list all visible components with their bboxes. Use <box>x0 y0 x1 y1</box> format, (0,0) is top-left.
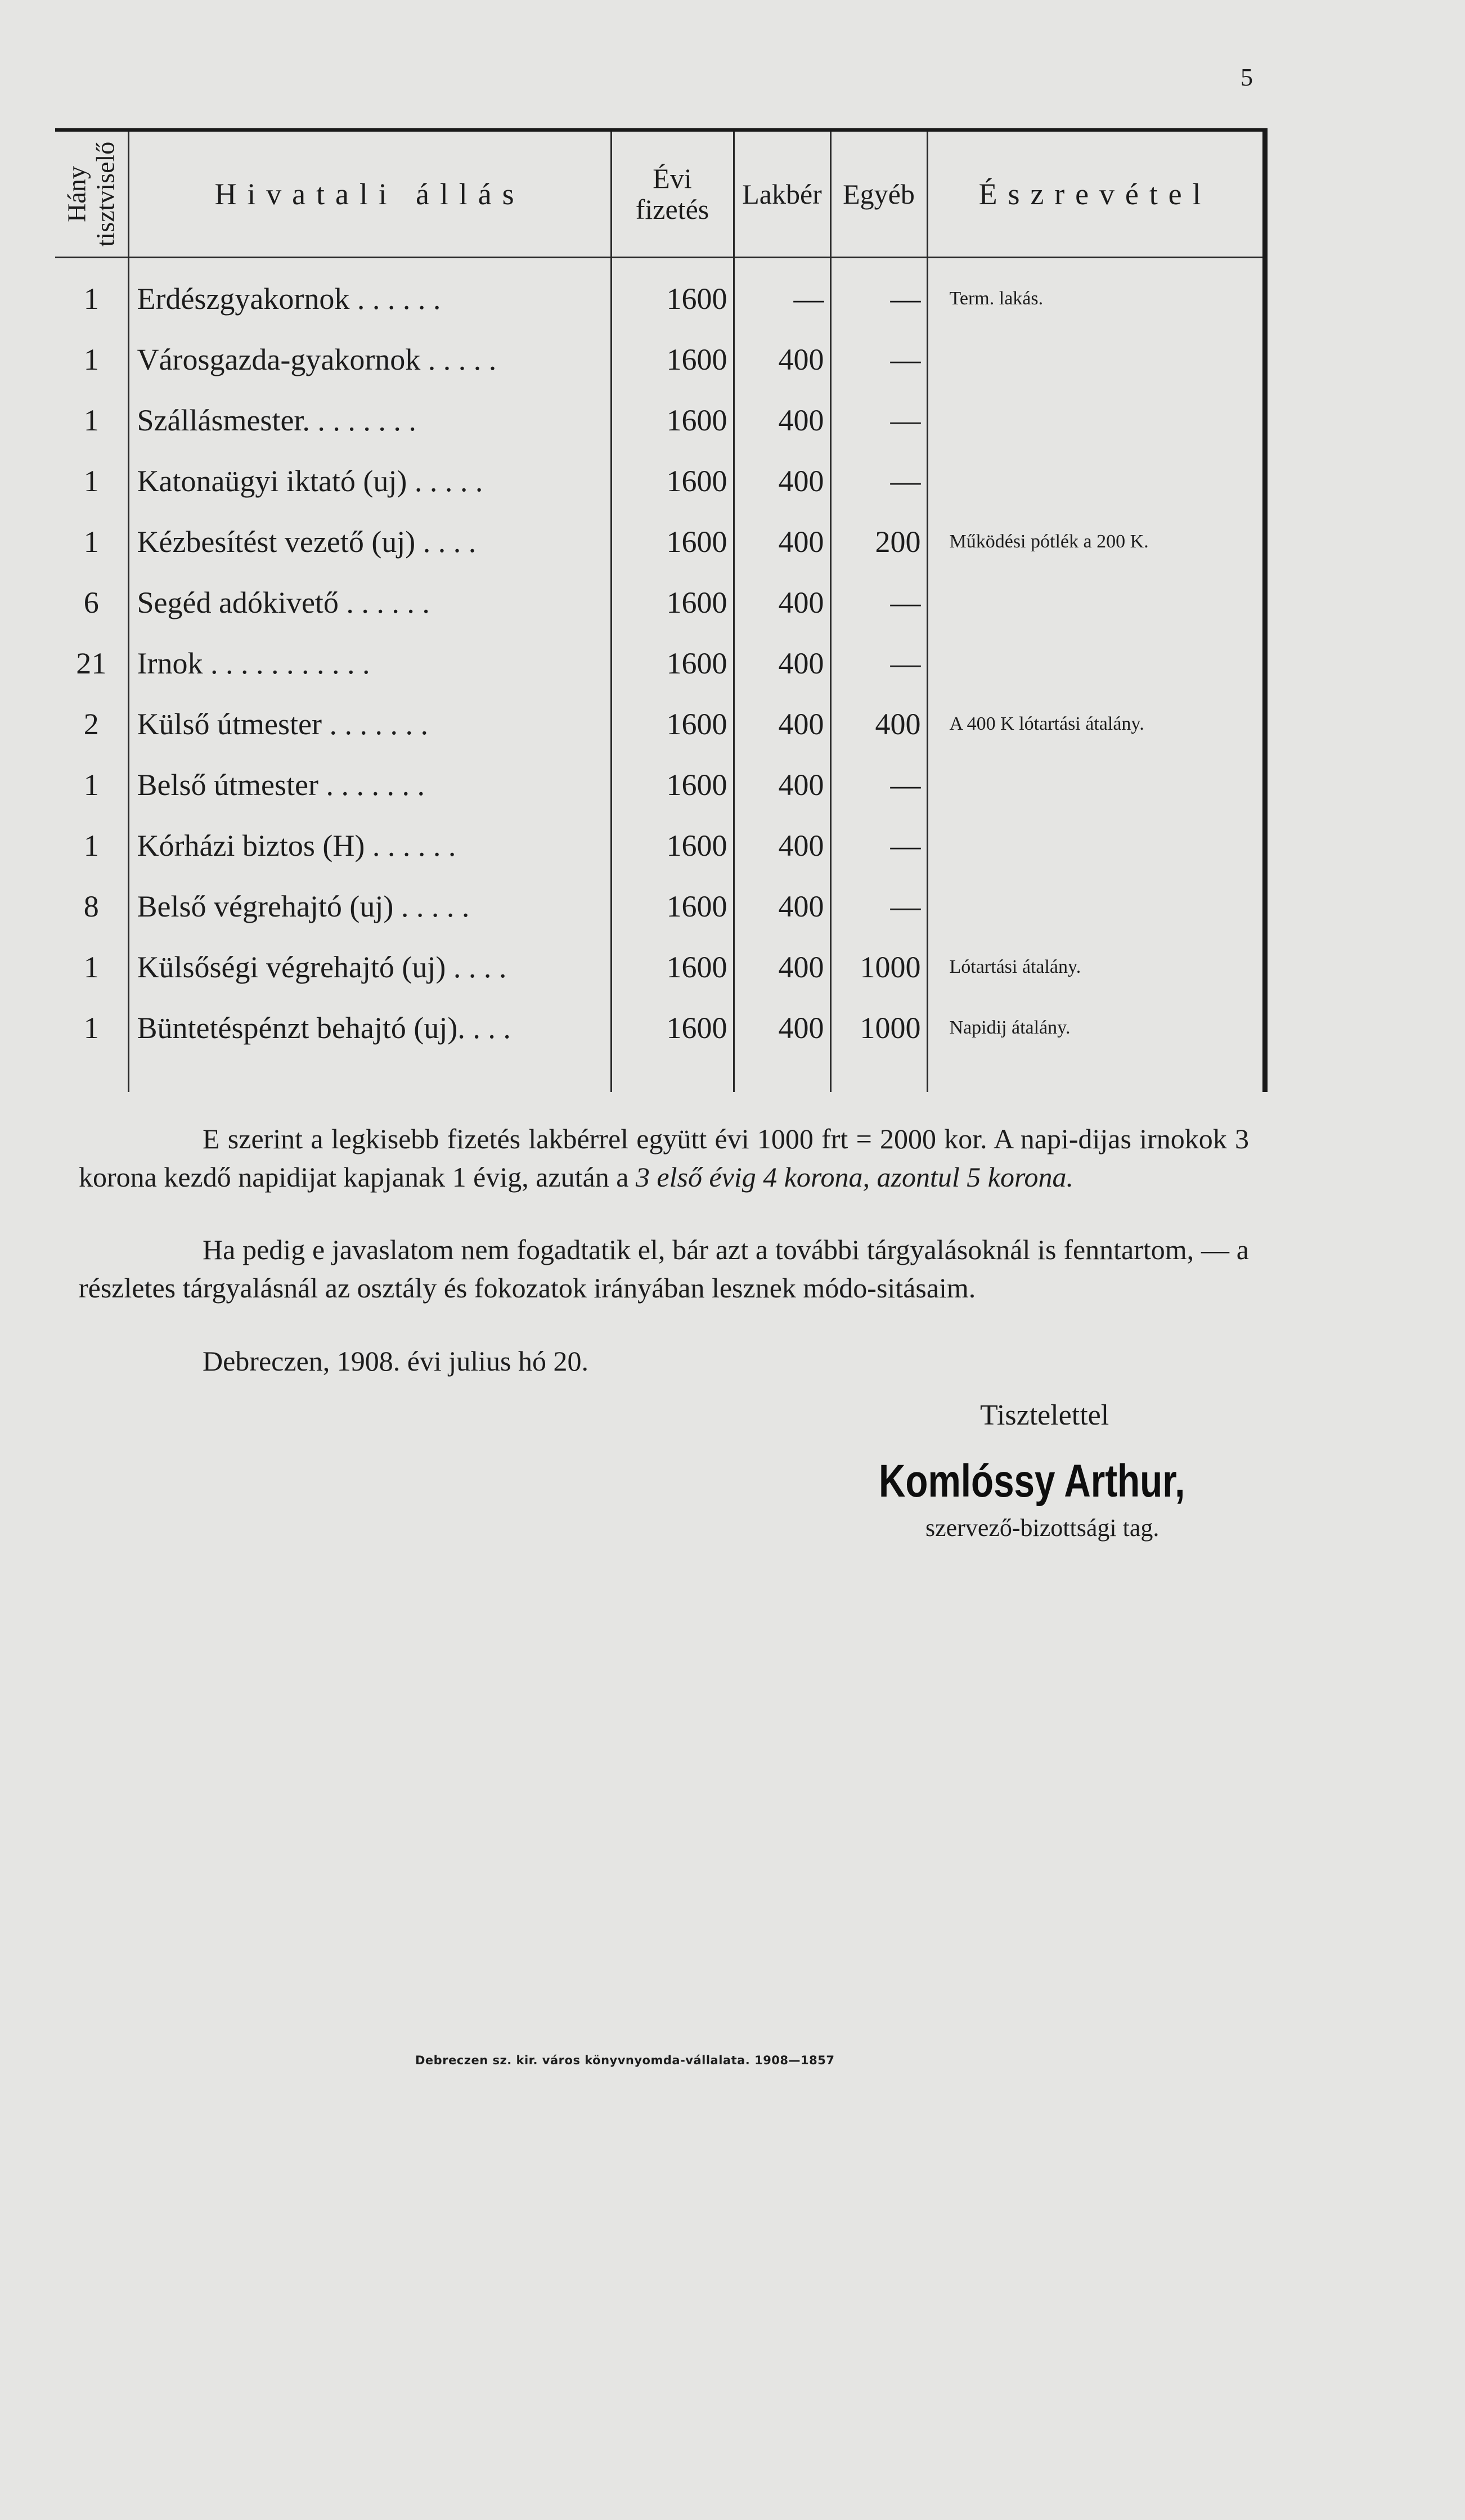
cell-position: Kórházi biztos (H) . . . . . . <box>128 815 611 876</box>
cell-salary: 1600 <box>611 633 734 694</box>
cell-count: 1 <box>55 815 128 876</box>
cell-rent: 400 <box>734 451 830 511</box>
cell-position: Katonaügyi iktató (uj) . . . . . <box>128 451 611 511</box>
cell-count: 1 <box>55 451 128 511</box>
filler-cell <box>55 1058 128 1092</box>
cell-rent: 400 <box>734 815 830 876</box>
table-row <box>55 633 1265 694</box>
table-row <box>55 329 1265 390</box>
cell-remark: A 400 K lótartási átalány. <box>927 694 1265 754</box>
cell-count: 1 <box>55 937 128 998</box>
cell-other: 1000 <box>830 998 927 1058</box>
table-row <box>55 451 1265 511</box>
page-number: 5 <box>1241 64 1253 91</box>
cell-remark: Működési pótlék a 200 K. <box>927 511 1265 572</box>
filler-cell <box>830 1058 927 1092</box>
cell-remark <box>927 815 1265 876</box>
cell-other: — <box>830 876 927 937</box>
cell-rent: 400 <box>734 572 830 633</box>
header-remarks: Észrevétel <box>927 130 1265 258</box>
paragraph-salary-italic: 3 első évig 4 korona, azontul 5 korona. <box>635 1161 1074 1193</box>
salary-table <box>55 128 1268 1092</box>
table-header-row <box>55 130 1265 258</box>
header-rent: Lakbér <box>734 130 830 258</box>
cell-rent: 400 <box>734 390 830 451</box>
cell-rent: 400 <box>734 937 830 998</box>
cell-count: 2 <box>55 694 128 754</box>
cell-other: — <box>830 633 927 694</box>
cell-count: 1 <box>55 258 128 330</box>
table-row <box>55 998 1265 1058</box>
cell-remark <box>927 876 1265 937</box>
cell-salary: 1600 <box>611 815 734 876</box>
header-salary: Évi fizetés <box>611 130 734 258</box>
cell-other: — <box>830 390 927 451</box>
cell-position: Belső útmester . . . . . . . <box>128 754 611 815</box>
table-row <box>55 572 1265 633</box>
table-row <box>55 511 1265 572</box>
table-row <box>55 390 1265 451</box>
cell-rent: 400 <box>734 876 830 937</box>
cell-other: 400 <box>830 694 927 754</box>
cell-position: Kézbesítést vezető (uj) . . . . <box>128 511 611 572</box>
printer-imprint: Debreczen sz. kir. város könyvnyomda-vállalata. 1908—1857 <box>415 2054 835 2067</box>
filler-cell <box>611 1058 734 1092</box>
cell-count: 1 <box>55 754 128 815</box>
header-position: Hivatali állás <box>128 130 611 258</box>
cell-count: 8 <box>55 876 128 937</box>
cell-position: Városgazda-gyakornok . . . . . <box>128 329 611 390</box>
cell-count: 6 <box>55 572 128 633</box>
cell-position: Erdészgyakornok . . . . . . <box>128 258 611 330</box>
paragraph-proposal: Ha pedig e javaslatom nem fogadtatik el, bár azt a további tárgyalásoknál is fenntartom, — a részletes tárgyalásnál az osztály és fokozatok irányában lesznek módo-sitásaim. <box>79 1234 1249 1304</box>
header-count <box>55 130 128 258</box>
cell-rent: 400 <box>734 998 830 1058</box>
cell-salary: 1600 <box>611 258 734 330</box>
date-line: Debreczen, 1908. évi julius hó 20. <box>203 1345 588 1377</box>
table-row <box>55 937 1265 998</box>
cell-position: Segéd adókivető . . . . . . <box>128 572 611 633</box>
paragraph-salary-main: E szerint a legkisebb fizetés lakbérrel együtt évi 1000 frt = 2000 kor. A napi-dijas irnokok 3 korona kezdő napidijat kapjanak 1 évig, azután a <box>79 1123 1249 1193</box>
cell-remark: Lótartási átalány. <box>927 937 1265 998</box>
cell-rent: 400 <box>734 633 830 694</box>
signature-name: Komlóssy Arthur, <box>879 1456 1185 1507</box>
cell-rent: 400 <box>734 694 830 754</box>
cell-salary: 1600 <box>611 694 734 754</box>
table-row <box>55 815 1265 876</box>
signature-role: szervező-bizottsági tag. <box>925 1514 1160 1542</box>
header-other: Egyéb <box>830 130 927 258</box>
table-filler-row <box>55 1058 1265 1092</box>
cell-count: 1 <box>55 511 128 572</box>
cell-other: — <box>830 329 927 390</box>
cell-salary: 1600 <box>611 390 734 451</box>
cell-salary: 1600 <box>611 451 734 511</box>
table-row <box>55 754 1265 815</box>
cell-rent: 400 <box>734 511 830 572</box>
filler-cell <box>128 1058 611 1092</box>
cell-remark <box>927 633 1265 694</box>
cell-position: Belső végrehajtó (uj) . . . . . <box>128 876 611 937</box>
cell-rent: — <box>734 258 830 330</box>
cell-count: 1 <box>55 390 128 451</box>
cell-rent: 400 <box>734 329 830 390</box>
cell-salary: 1600 <box>611 572 734 633</box>
cell-other: — <box>830 572 927 633</box>
cell-salary: 1600 <box>611 754 734 815</box>
cell-rent: 400 <box>734 754 830 815</box>
paragraph-salary-summary <box>79 1120 1249 1196</box>
cell-position: Külső útmester . . . . . . . <box>128 694 611 754</box>
cell-position: Büntetéspénzt behajtó (uj). . . . <box>128 998 611 1058</box>
cell-remark <box>927 390 1265 451</box>
table-row <box>55 694 1265 754</box>
filler-cell <box>734 1058 830 1092</box>
cell-count: 1 <box>55 998 128 1058</box>
filler-cell <box>927 1058 1265 1092</box>
cell-count: 21 <box>55 633 128 694</box>
cell-remark <box>927 329 1265 390</box>
cell-salary: 1600 <box>611 511 734 572</box>
cell-salary: 1600 <box>611 876 734 937</box>
header-count-line2: tisztviselő <box>91 141 120 247</box>
cell-remark: Term. lakás. <box>927 258 1265 330</box>
cell-other: 1000 <box>830 937 927 998</box>
cell-remark <box>927 572 1265 633</box>
header-count-line1: Hány <box>62 166 91 222</box>
cell-position: Irnok . . . . . . . . . . . <box>128 633 611 694</box>
cell-count: 1 <box>55 329 128 390</box>
cell-remark: Napidij átalány. <box>927 998 1265 1058</box>
cell-remark <box>927 754 1265 815</box>
cell-salary: 1600 <box>611 937 734 998</box>
cell-other: — <box>830 451 927 511</box>
table-row <box>55 258 1265 330</box>
signature-greeting: Tisztelettel <box>980 1399 1109 1431</box>
cell-position: Szállásmester. . . . . . . . <box>128 390 611 451</box>
cell-other: — <box>830 258 927 330</box>
cell-salary: 1600 <box>611 329 734 390</box>
cell-other: 200 <box>830 511 927 572</box>
table-row <box>55 876 1265 937</box>
cell-salary: 1600 <box>611 998 734 1058</box>
cell-position: Külsőségi végrehajtó (uj) . . . . <box>128 937 611 998</box>
cell-other: — <box>830 815 927 876</box>
cell-remark <box>927 451 1265 511</box>
cell-other: — <box>830 754 927 815</box>
